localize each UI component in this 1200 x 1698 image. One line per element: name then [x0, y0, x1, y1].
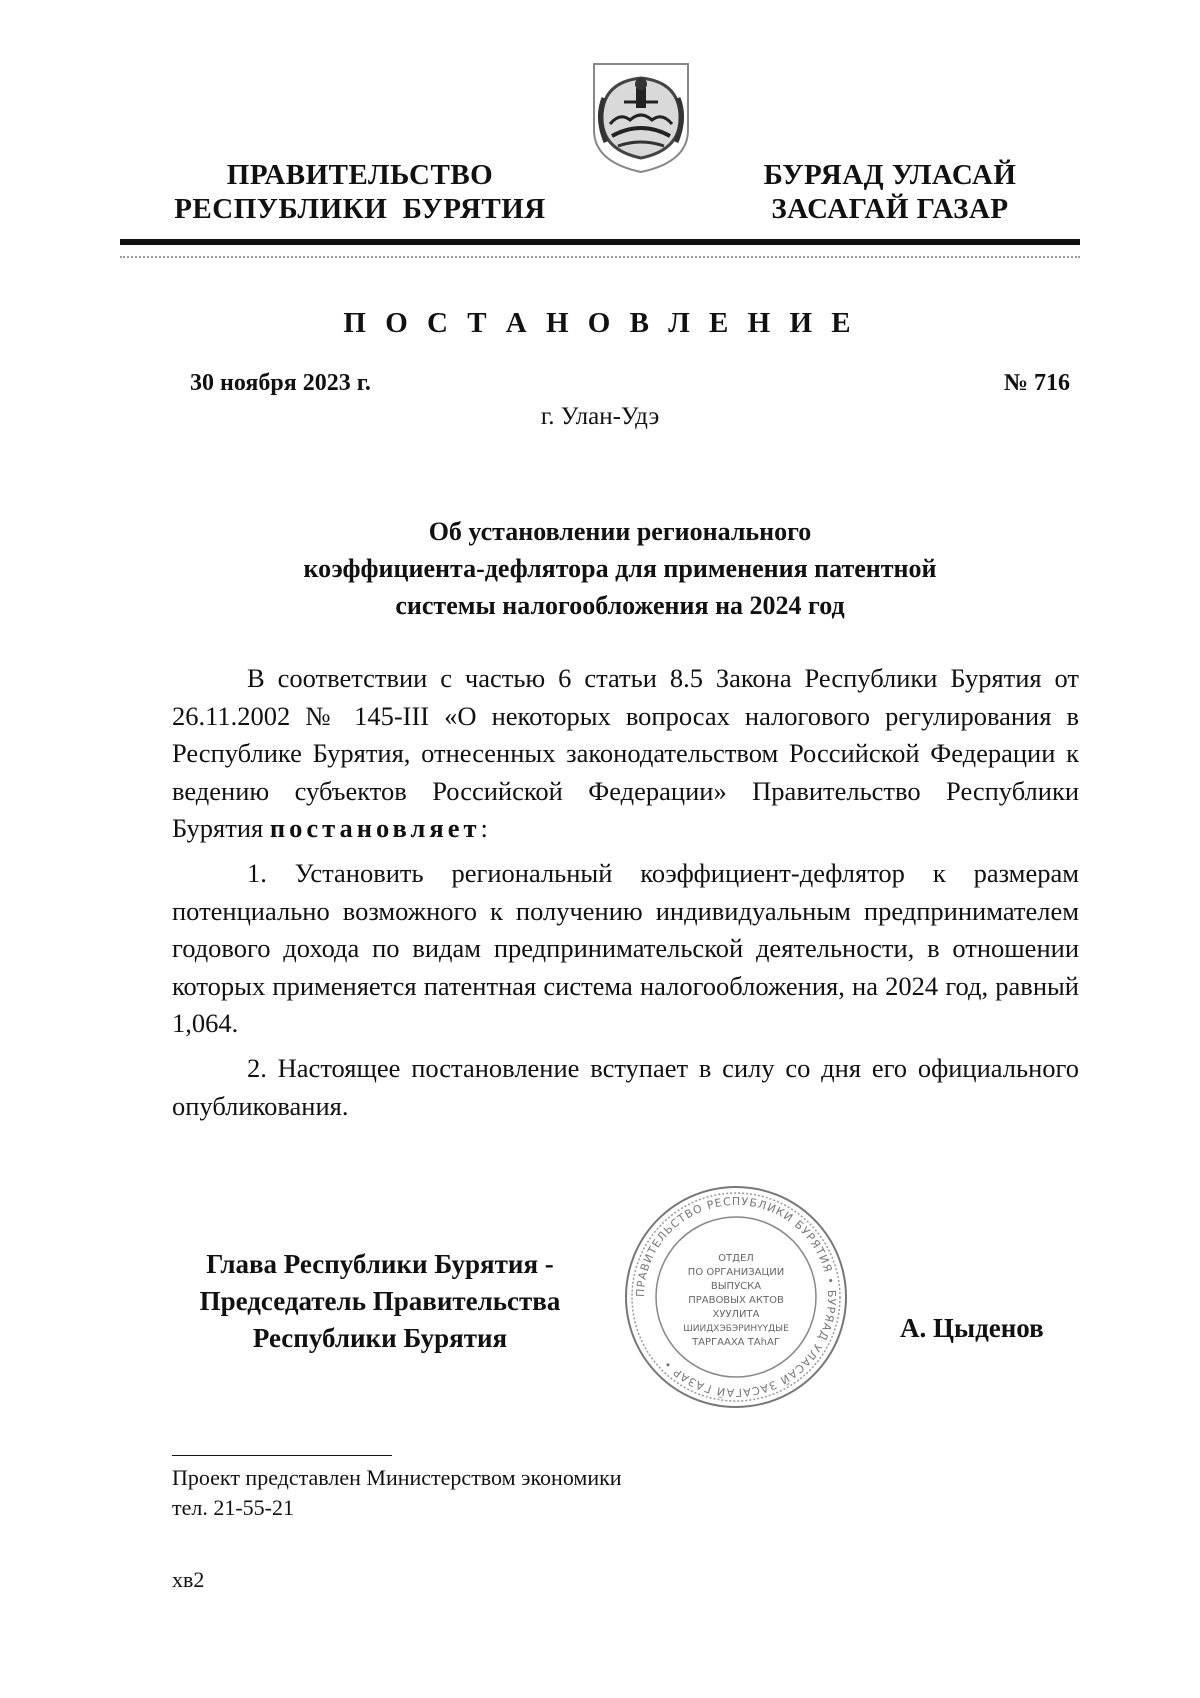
signatory-name: А. Цыденов	[900, 1313, 1044, 1343]
footnote-prepared-by: Проект представлен Министерством экономики	[172, 1465, 622, 1490]
document-number: № 716	[1003, 370, 1070, 396]
org-name-russian-line2: РЕСПУБЛИКИ БУРЯТИЯ	[174, 193, 546, 225]
preamble-paragraph	[172, 660, 1079, 848]
org-name-russian	[150, 158, 570, 226]
decree-word: постановляет	[269, 813, 481, 843]
document-city: г. Улан-Удэ	[540, 403, 660, 430]
signatory-position-line1: Глава Республики Бурятия -	[206, 1249, 554, 1279]
signatory-position-line2: Председатель Правительства	[199, 1286, 561, 1316]
item-2-paragraph: 2. Настоящее постановление вступает в силу со дня его официального опубликования.	[172, 1053, 1079, 1121]
stamp-center-line: ПО ОРГАНИЗАЦИИ	[687, 1267, 785, 1278]
preamble-end: :	[480, 813, 488, 843]
footnote-phone: тел. 21-55-21	[172, 1495, 295, 1520]
org-name-buryat-line1: БУРЯАД УЛАСАЙ	[763, 159, 1017, 191]
footnote-rule	[172, 1455, 392, 1456]
subject-line2: коэффициента-дефлятора для применения патентной	[303, 554, 937, 583]
stamp-center-line: ПРАВОВЫХ АКТОВ	[688, 1295, 784, 1306]
document-date: 30 ноября 2023 г.	[190, 370, 371, 396]
document-subject	[170, 513, 1070, 624]
preamble-text: В соответствии с частью 6 статьи 8.5 Закона Республики Бурятия от 26.11.2002 № 145-III «О некоторых вопросах налогового регулирования в Республике Бурятия, отнесенных законодательством Российской Федерации к ведению субъектов Российской Федерации» Правительство Республики Бурятия	[172, 663, 1079, 843]
header-thick-rule	[120, 239, 1080, 245]
signatory-position	[150, 1246, 610, 1357]
header-dotted-rule	[120, 256, 1080, 258]
stamp-center-line: ХУУЛИТА	[712, 1309, 760, 1320]
org-name-russian-line1: ПРАВИТЕЛЬСТВО	[226, 159, 494, 191]
footnote-code: хв2	[172, 1567, 205, 1592]
document-type-title: П О С Т А Н О В Л Е Н И Е	[343, 307, 857, 339]
subject-line1: Об установлении регионального	[428, 517, 812, 546]
stamp-center-line: ТАРГААХА ТАһАГ	[692, 1337, 780, 1348]
item-1-paragraph: 1. Установить региональный коэффициент-дефлятор к размерам потенциально возможного к получению индивидуальным предпринимателем годового дохода по видам предпринимательской деятельности, в отношении которых применяется патентная система налогообложения, на 2024 год, равный 1,064.	[172, 858, 1079, 1038]
signatory-position-line3: Республики Бурятия	[252, 1323, 508, 1353]
coat-of-arms-icon	[590, 58, 692, 176]
official-stamp-icon	[622, 1183, 850, 1411]
stamp-center-line: ВЫПУСКА	[710, 1281, 762, 1292]
org-name-buryat	[740, 158, 1040, 226]
subject-line3: системы налогообложения на 2024 год	[395, 591, 845, 620]
stamp-center-line: ШИИДХЭБЭРИНҮҮДЫЕ	[683, 1324, 789, 1334]
stamp-ring-text: ПРАВИТЕЛЬСТВО РЕСПУБЛИКИ БУРЯТИЯ • БУРЯАД УЛАСАЙ ЗАСАГАЙ ГАЗАР •	[633, 1194, 839, 1400]
org-name-buryat-line2: ЗАСАГАЙ ГАЗАР	[771, 193, 1009, 225]
stamp-center-line: ОТДЕЛ	[718, 1253, 754, 1264]
